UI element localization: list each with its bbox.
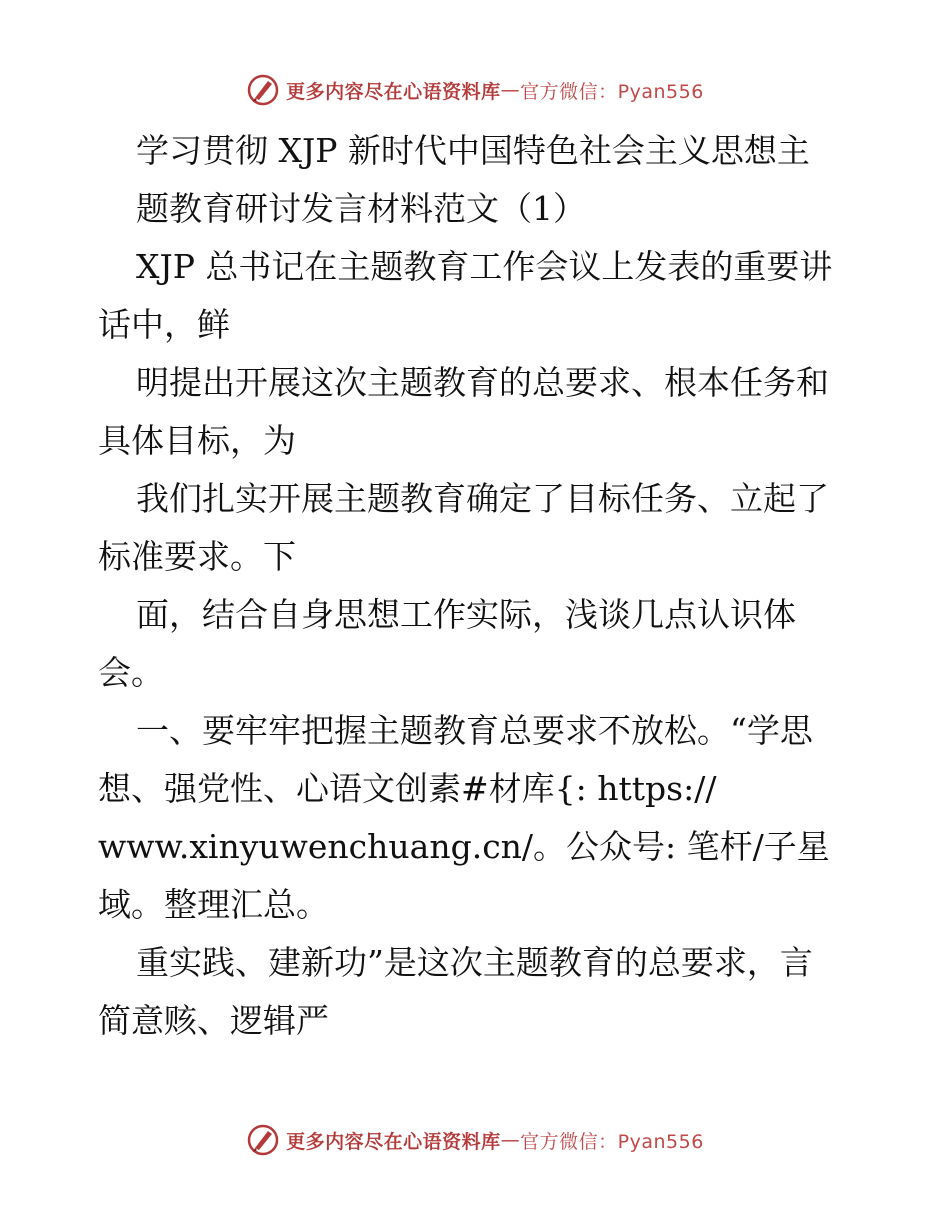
doc-line: 面，结合自身思想工作实际，浅谈几点认识体 (136, 595, 796, 634)
doc-line: 具体目标，为 (98, 421, 296, 460)
watermark-header (0, 70, 950, 110)
watermark-site-text: 更多内容尽在心语资料库 (286, 1130, 501, 1153)
watermark-wechat-text: 官方微信：Pyan556 (520, 1130, 704, 1153)
doc-line: 域。整理汇总。 (98, 885, 329, 924)
doc-line: 重实践、建新功”是这次主题教育的总要求，言 (136, 943, 813, 982)
doc-line: 标准要求。下 (98, 537, 296, 576)
doc-line: 话中，鲜 (98, 305, 230, 344)
doc-line: 会。 (98, 653, 164, 692)
watermark-site-text: 更多内容尽在心语资料库 (286, 80, 501, 103)
doc-line: 我们扎实开展主题教育确定了目标任务、立起了 (136, 479, 829, 518)
doc-line: XJP 总书记在主题教育工作会议上发表的重要讲 (136, 247, 833, 286)
doc-line: 一、要牢牢把握主题教育总要求不放松。“学思 (136, 711, 813, 750)
quill-pen-logo-icon (246, 73, 280, 107)
quill-pen-logo-icon (246, 1123, 280, 1157)
watermark-wechat-text: 官方微信：Pyan556 (520, 80, 704, 103)
watermark-separator: — (500, 1129, 521, 1151)
document-body (98, 122, 858, 1050)
doc-line: 题教育研讨发言材料范文（1） (136, 189, 586, 228)
doc-line: 想、强党性、心语文创素#材库{: https:// (98, 769, 717, 808)
watermark-separator: — (500, 79, 521, 101)
doc-line: www.xinyuwenchuang.cn/。公众号: 笔杆/子星 (98, 827, 830, 866)
doc-line: 明提出开展这次主题教育的总要求、根本任务和 (136, 363, 829, 402)
watermark-footer (0, 1120, 950, 1160)
doc-line: 学习贯彻 XJP 新时代中国特色社会主义思想主 (136, 131, 810, 170)
doc-line: 简意赅、逻辑严 (98, 1001, 329, 1040)
